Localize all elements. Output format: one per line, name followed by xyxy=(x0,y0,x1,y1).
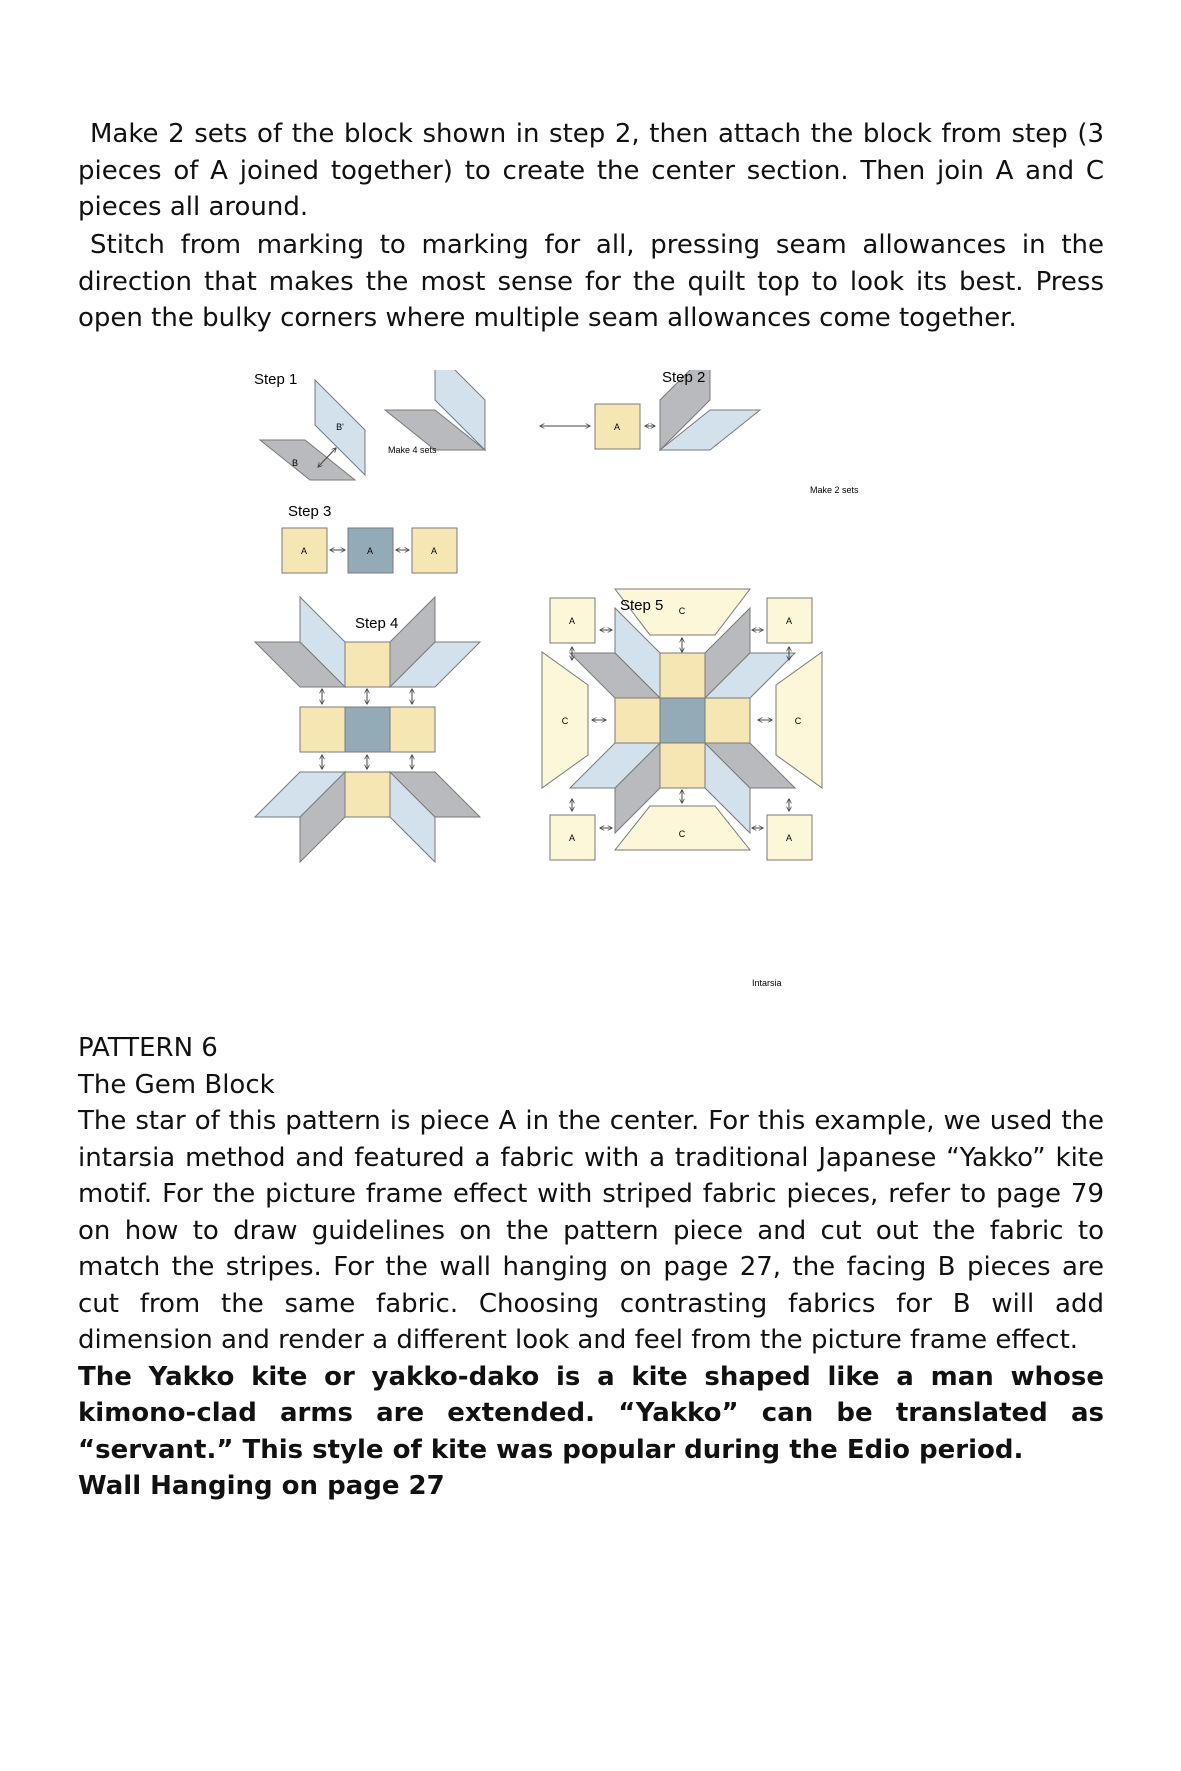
step1-label-bprime: B' xyxy=(336,422,344,432)
stitch-paragraph: Stitch from marking to marking for all, pressing seam allowances in the direction that makes the most sense for the quilt top to look its best. Press open the bulky corners where multiple seam allowances come together. xyxy=(78,230,1104,333)
step1-label-b: B xyxy=(291,458,299,468)
step3-label-a2: A xyxy=(366,546,374,556)
step5-label-c-left: C xyxy=(561,716,569,726)
step5-bottom-a xyxy=(660,743,705,788)
step5-label-a-bl: A xyxy=(568,833,576,843)
step4-mid-a-right xyxy=(390,707,435,752)
step1-label: Step 1 xyxy=(254,371,298,388)
make4-label: Make 4 sets xyxy=(388,445,437,455)
step4-mid-a-left xyxy=(300,707,345,752)
step5-center-a xyxy=(660,698,705,743)
pattern-number: PATTERN 6 xyxy=(78,1033,218,1063)
step5-label-c-top: C xyxy=(678,606,686,616)
step5-right-a xyxy=(705,698,750,743)
intarsia-label: Intarsia xyxy=(752,978,782,988)
yakko-note: The Yakko kite or yakko-dako is a kite shaped like a man whose kimono-clad arms are extended. “Yakko” can be translated as “servant.” This style of kite was popular during the Edio period. xyxy=(78,1361,1104,1465)
pattern-description: The star of this pattern is piece A in the center. For this example, we used the intarsia method and featured a fabric with a traditional Japanese “Yakko” kite motif. For the picture frame effect with striped fabric pieces, refer to page 79 on how to draw guidelines on the pattern piece and cut out the fabric to match the stripes. For the wall hanging on page 27, the facing B pieces are cut from the same fabric. Choosing contrasting fabrics for B will add dimension and render a different look and feel from the picture frame effect. xyxy=(78,1106,1104,1355)
step4-mid-a-center xyxy=(345,707,390,752)
step2-label: Step 2 xyxy=(662,370,706,386)
step4-top-a xyxy=(345,642,390,687)
step5-label-a-tr: A xyxy=(785,616,793,626)
step4-label: Step 4 xyxy=(355,615,399,632)
step3-label-a1: A xyxy=(300,546,308,556)
pattern-title: The Gem Block xyxy=(78,1069,275,1100)
step5-top-a xyxy=(660,653,705,698)
pattern-section xyxy=(78,1030,1104,1505)
step3-label: Step 3 xyxy=(288,503,332,520)
step5-label: Step 5 xyxy=(620,597,664,614)
step5-label-a-br: A xyxy=(785,833,793,843)
step3-label-a3: A xyxy=(430,546,438,556)
step5-label-c-bottom: C xyxy=(678,829,686,839)
wall-hanging-reference: Wall Hanging on page 27 xyxy=(78,1471,445,1501)
step5-label-c-right: C xyxy=(794,716,802,726)
step5-left-a xyxy=(615,698,660,743)
step5-label-a-tl: A xyxy=(568,616,576,626)
step4-bottom-a xyxy=(345,772,390,817)
step2-label-a: A xyxy=(613,422,621,432)
make2-label: Make 2 sets xyxy=(810,485,859,495)
assembly-diagram xyxy=(240,370,940,1000)
intro-paragraph: Make 2 sets of the block shown in step 2, then attach the block from step (3 pieces of A joined together) to create the center section. Then join A and C pieces all around. xyxy=(78,119,1104,222)
